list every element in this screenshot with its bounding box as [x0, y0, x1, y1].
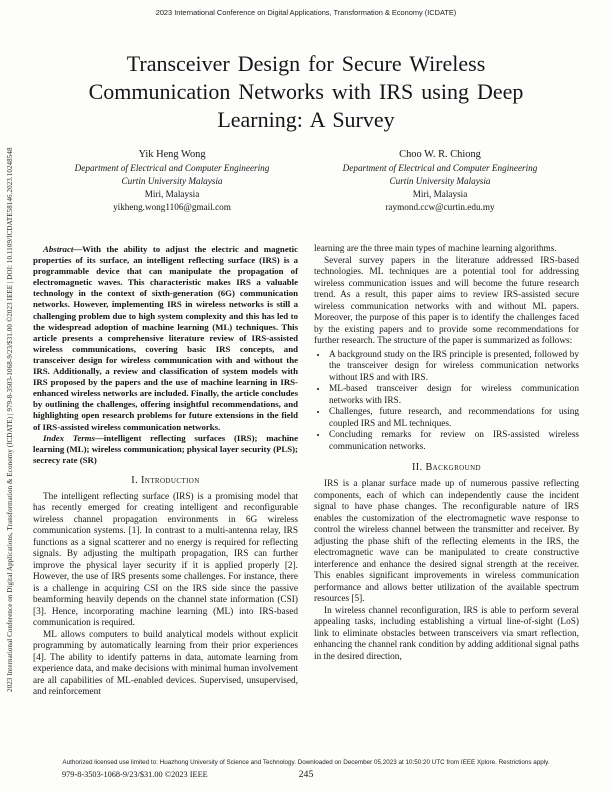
author-block: [0, 148, 612, 214]
author-location: Miri, Malaysia: [144, 189, 200, 199]
page-number: 245: [298, 768, 314, 780]
section-heading-introduction: I. Introduction: [131, 474, 200, 486]
author-email: raymond.ccw@curtin.edu.my: [385, 202, 495, 212]
author-university: Curtin University Malaysia: [389, 176, 491, 186]
list-item: • Concluding remarks for review on IRS-assisted wireless communication networks.: [328, 430, 579, 453]
list-item: • A background study on the IRS principle is presented, followed by the transceiver design for wireless communication networks without IRS and with IRS.: [328, 350, 579, 385]
abstract-text: With the ability to adjust the electric and magnetic properties of its surface, an intelligent reflecting surface (IRS) is a programmable device that can manipulate the propagation of electromagnetic waves. This characteristic makes IRS a valuable technology in the context of sixth-generation (6G) communication networks. However, implementing IRS in wireless networks is still a challenging problem due to high system complexity and this has led to the widespread adoption of machine learning (ML) techniques. This article presents a comprehensive literature review of IRS-assisted wireless communications, covering basic IRS concepts, and transceiver design for wireless communication with and without the IRS. Additionally, a review and classification of system models with IRS proposed by the papers and the use of machine learning in IRS-enhanced wireless networks are included. Finally, the article concludes by outlining the challenges, offering insightful recommendations, and highlighting open research problems for future extensions in the field of IRS-assisted wireless communication networks.: [33, 244, 298, 432]
background-paragraph-1: IRS is a planar surface made up of numerous passive reflecting components, each of which can independently cause the incident signal to have phase changes. The reconfigurable nature of IRS enables the customization of the electromagnetic wave response to control the wireless channel between the transmitter and receiver. By adjusting the phase shift of the reflecting elements in the IRS, the electromagnetic wave can be manipulated to create constructive interference and enhance the desired signal strength at the receiver. This enables significant improvements in wireless communication performance and allows better utilization of the available spectrum resources [5].: [314, 479, 579, 604]
intro-paragraph-1: The intelligent reflecting surface (IRS) is a promising model that has recently emerged for creating intelligent and reconfigurable wireless channel propagation environments in 6G wireless communication systems. [1]. In contrast to a multi-antenna relay, IRS functions as a signal scatterer and no energy is required for reflecting signals. By adjusting the multipath propagation, IRS can further improve the physical layer security if it is applied properly [2]. However, the use of IRS presents some challenges. For instance, there is a challenge in acquiring CSI on the IRS side since the passive beamforming heavily depends on the channel state information (CSI) [3]. Hence, incorporating machine learning (ML) into IRS-based communication is required.: [33, 491, 298, 629]
section-heading-background: II. Background: [412, 462, 481, 473]
license-notice: Authorized licensed use limited to: Huazhong University of Science and Technology. Downloaded on December 05,2023 at 10:50:20 UTC from IEEE Xplore. Restrictions apply.: [62, 759, 550, 766]
author-name: Yik Heng Wong: [138, 149, 206, 160]
right-column: [314, 244, 579, 699]
author-department: Department of Electrical and Computer Engineering: [342, 163, 538, 173]
list-item: • ML-based transceiver design for wireless communication networks with IRS.: [328, 384, 579, 407]
background-paragraph-2: In wireless channel reconfiguration, IRS is able to perform several appealing tasks, including establishing a virtual line-of-sight (LoS) link to eliminate obstacles between transceivers via smart reflection, enhancing the channel rank condition by adding additional signal paths in the desired direction,: [314, 605, 579, 662]
left-column: [33, 244, 298, 699]
index-terms-text: intelligent reflecting surfaces (IRS); machine learning (ML); wireless communication; physical layer security (PLS); secrecy rate (SR): [33, 432, 298, 465]
author-email: yikheng.wong1106@gmail.com: [113, 202, 231, 212]
paper-structure-list: [314, 350, 579, 454]
abstract-lead: Abstract—: [43, 244, 83, 254]
author-university: Curtin University Malaysia: [121, 176, 223, 186]
author-2: [334, 148, 546, 214]
author-name: Choo W. R. Chiong: [399, 149, 481, 160]
body-columns: [33, 244, 579, 699]
index-terms-lead: Index Terms—: [43, 432, 104, 443]
index-terms-paragraph: [33, 433, 298, 466]
survey-scope-paragraph: Several survey papers in the literature addressed IRS-based technologies. ML techniques are a potential tool for addressing wireless communication issues and will become the future research trend. As a result, this paper aims to review IRS-assisted secure wireless communication networks with and without ML papers. Moreover, the purpose of this paper is to identify the challenges faced by the existing papers and to provide some recommendations for further research. The structure of the paper is summarized as follows:: [314, 255, 579, 346]
paper-title: Transceiver Design for Secure Wireless Communication Networks with IRS using Deep Learning: A Survey: [88, 51, 524, 132]
ieee-side-stamp: 2023 International Conference on Digital Applications, Transformation & Economy (ICDATE) | 979-8-3503-1068-9/23/$31.00 ©2023 IEEE | DOI: 10.1109/ICDATE58146.2023.10248548: [6, 147, 14, 692]
author-department: Department of Electrical and Computer Engineering: [74, 163, 270, 173]
abstract-paragraph: [33, 244, 298, 433]
author-1: [66, 148, 278, 214]
intro-paragraph-2: ML allows computers to build analytical models without explicit programming by automatically learning from their prior experiences [4]. The ability to identify patterns in data, automate learning from experience data, and make decisions with minimal human involvement are all capabilities of ML-enabled devices. Supervised, unsupervised, and reinforcement: [33, 629, 298, 698]
author-location: Miri, Malaysia: [412, 189, 468, 199]
list-item: • Challenges, future research, and recommendations for using coupled IRS and ML techniques.: [328, 407, 579, 430]
copyright-notice: 979-8-3503-1068-9/23/$31.00 ©2023 IEEE: [62, 770, 208, 779]
continued-paragraph: learning are the three main types of machine learning algorithms.: [314, 244, 557, 254]
conference-header: 2023 International Conference on Digital Applications, Transformation & Economy (ICDATE): [155, 8, 457, 17]
